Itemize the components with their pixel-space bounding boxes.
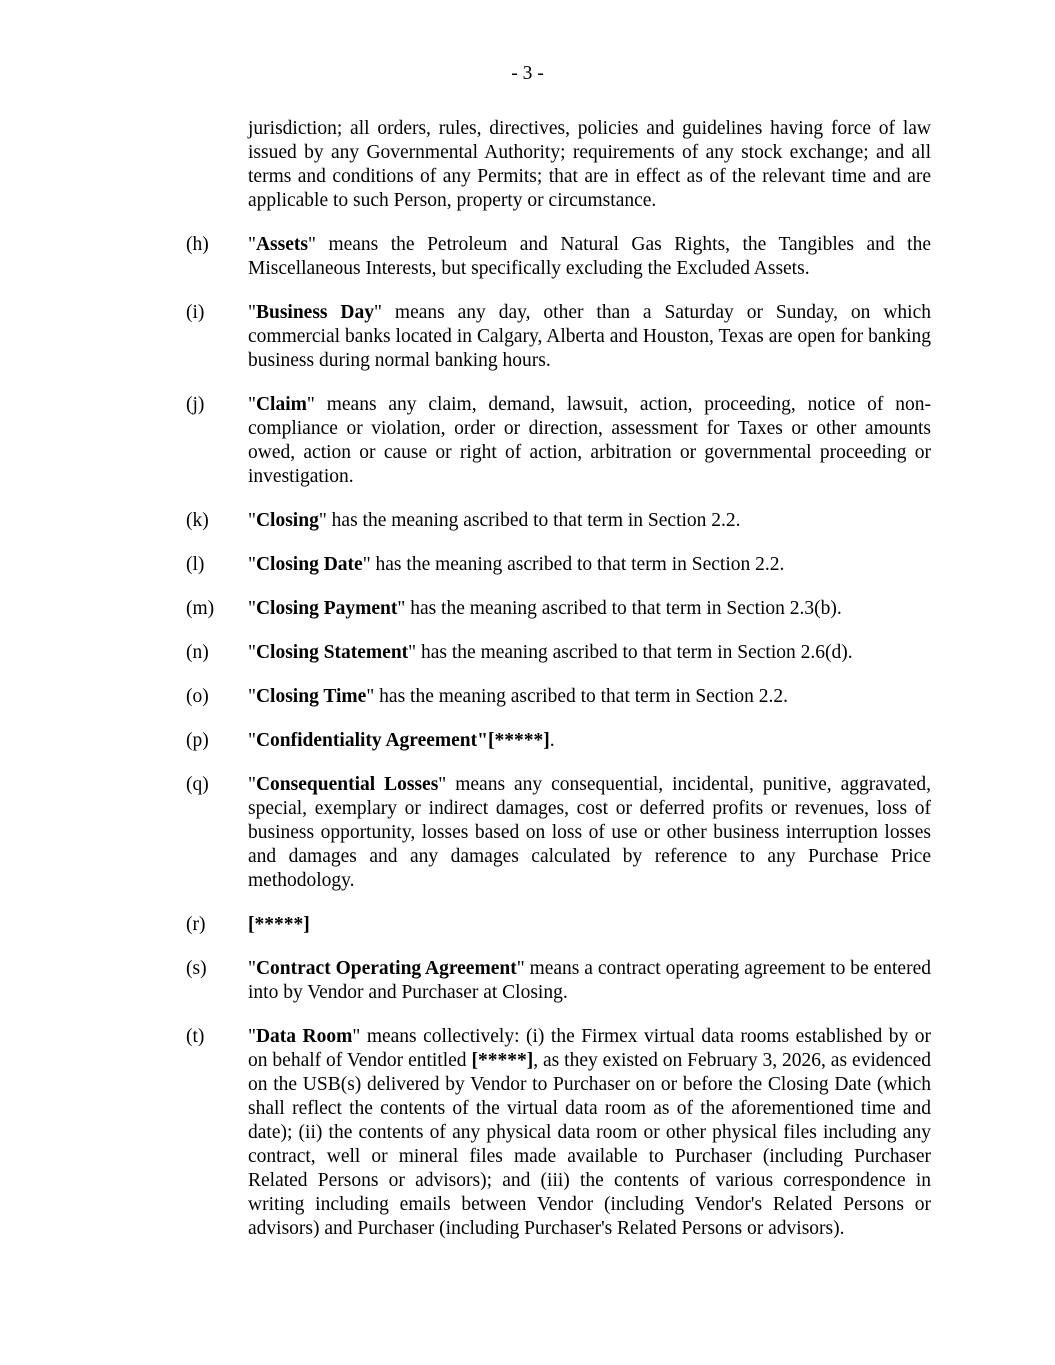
definition-label: (i) <box>186 302 205 323</box>
definition-item-n <box>186 641 931 665</box>
definition-item-t <box>186 1025 931 1241</box>
definition-item-h <box>186 233 931 281</box>
definition-body <box>248 393 931 489</box>
redaction-marker: [*****] <box>471 1050 534 1071</box>
open-quote: " <box>248 730 256 751</box>
definition-text: means a contract operating agreement to be entered into by Vendor and Purchaser at Closing. <box>248 958 931 1003</box>
defined-term-redacted: Confidentiality Agreement"[*****] <box>255 730 550 751</box>
definition-label: (r) <box>186 914 206 935</box>
close-quote: " <box>397 598 406 619</box>
close-quote: " <box>438 774 447 795</box>
definition-item-r <box>186 913 931 937</box>
close-quote: " <box>366 686 375 707</box>
close-quote: " <box>306 394 315 415</box>
definition-text: has the meaning ascribed to that term in Section 2.3(b). <box>405 598 842 619</box>
definition-label: (n) <box>186 642 209 663</box>
close-quote: " <box>318 510 327 531</box>
definition-text: has the meaning ascribed to that term in Section 2.2. <box>326 510 741 531</box>
open-quote: " <box>248 598 256 619</box>
open-quote: " <box>248 642 256 663</box>
definition-label: (l) <box>186 554 205 575</box>
definition-label: (s) <box>186 958 207 979</box>
defined-term: Business Day <box>255 302 375 323</box>
definition-item-j <box>186 393 931 489</box>
redacted-definition: [*****] <box>248 914 310 935</box>
definition-body <box>248 233 931 281</box>
definition-text-part-2: , as they existed on February 3, 2026, as evidenced on the USB(s) delivered by Vendor to Purchaser on or before the Closing Date (which shall reflect the contents of the virtual data room as of the aforementioned time and date); (ii) the contents of any physical data room or other physical files including any contract, well or mineral files made available to Purchaser (including Purchaser Related Persons or advisors); and (iii) the contents of various correspondence in writing including emails between Vendor (including Vendor's Related Persons or advisors) and Purchaser (including Purchaser's Related Persons or advisors). <box>248 1050 931 1239</box>
definition-text: has the meaning ascribed to that term in Section 2.2. <box>374 686 789 707</box>
definition-label: (m) <box>186 598 215 619</box>
defined-term: Closing Statement <box>255 642 409 663</box>
open-quote: " <box>248 510 256 531</box>
close-quote: " <box>307 234 316 255</box>
open-quote: " <box>248 1026 256 1047</box>
close-quote: " <box>352 1026 361 1047</box>
definition-text: means any claim, demand, lawsuit, action, proceeding, notice of non-compliance or violation, order or direction, assessment for Taxes or other amounts owed, action or cause or right of action, arbitration or governmental proceeding or investigation. <box>248 394 931 487</box>
definition-label: (j) <box>186 394 205 415</box>
open-quote: " <box>248 686 256 707</box>
definition-body <box>248 641 931 665</box>
defined-term: Claim <box>255 394 307 415</box>
definition-text: has the meaning ascribed to that term in Section 2.6(d). <box>416 642 853 663</box>
defined-term: Contract Operating Agreement <box>255 958 517 979</box>
definition-item-i <box>186 301 931 373</box>
definition-item-s <box>186 957 931 1005</box>
open-quote: " <box>248 302 256 323</box>
open-quote: " <box>248 554 256 575</box>
open-quote: " <box>248 394 256 415</box>
defined-term: Data Room <box>255 1026 353 1047</box>
definition-body <box>248 729 931 753</box>
definition-body <box>248 509 931 533</box>
open-quote: " <box>248 774 256 795</box>
definition-item-o <box>186 685 931 709</box>
close-quote: " <box>374 302 382 323</box>
definition-body <box>248 597 931 621</box>
defined-term: Assets <box>255 234 308 255</box>
definition-body <box>248 913 931 937</box>
defined-term: Closing Payment <box>255 598 398 619</box>
definition-item-l <box>186 553 931 577</box>
definition-text: has the meaning ascribed to that term in Section 2.2. <box>370 554 785 575</box>
definition-item-k <box>186 509 931 533</box>
close-quote: " <box>362 554 371 575</box>
definition-text: . <box>549 730 555 751</box>
definition-label: (o) <box>186 686 209 707</box>
definition-text: means any day, other than a Saturday or Sunday, on which commercial banks located in Calgary, Alberta and Houston, Texas are open for banking business during normal banking hours. <box>248 302 931 371</box>
definition-text-part-1: means collectively: (i) the Firmex virtual data rooms established by or on behalf of Vendor entitled <box>248 1026 931 1071</box>
definition-label: (t) <box>186 1026 205 1047</box>
definition-body <box>248 773 931 893</box>
definitions-list <box>186 233 931 1241</box>
definition-body <box>248 553 931 577</box>
page-number: - 3 - <box>511 63 544 84</box>
definition-label: (q) <box>186 774 209 795</box>
defined-term: Closing <box>255 510 319 531</box>
definition-label: (h) <box>186 234 209 255</box>
defined-term: Closing Time <box>255 686 367 707</box>
close-quote: " <box>516 958 525 979</box>
definition-item-p <box>186 729 931 753</box>
defined-term: Consequential Losses <box>255 774 439 795</box>
definition-body <box>248 685 931 709</box>
definition-body <box>248 957 931 1005</box>
definition-item-m <box>186 597 931 621</box>
definition-label: (k) <box>186 510 209 531</box>
definition-text: means any consequential, incidental, punitive, aggravated, special, exemplary or indirect damages, cost or deferred profits or revenues, loss of business opportunity, losses based on loss of use or other business interruption losses and damages and any damages calculated by reference to any Purchase Price methodology. <box>248 774 931 891</box>
open-quote: " <box>248 234 256 255</box>
close-quote: " <box>408 642 417 663</box>
definition-text: means the Petroleum and Natural Gas Rights, the Tangibles and the Miscellaneous Interests, but specifically excluding the Excluded Assets. <box>248 234 931 279</box>
open-quote: " <box>248 958 256 979</box>
definition-body <box>248 1025 931 1241</box>
definition-item-q <box>186 773 931 893</box>
continuation-paragraph: jurisdiction; all orders, rules, directives, policies and guidelines having force of law issued by any Governmental Authority; requirements of any stock exchange; and all terms and conditions of any Permits; that are in effect as of the relevant time and are applicable to such Person, property or circumstance. <box>248 118 931 211</box>
defined-term: Closing Date <box>255 554 363 575</box>
definition-body <box>248 301 931 373</box>
definition-label: (p) <box>186 730 209 751</box>
